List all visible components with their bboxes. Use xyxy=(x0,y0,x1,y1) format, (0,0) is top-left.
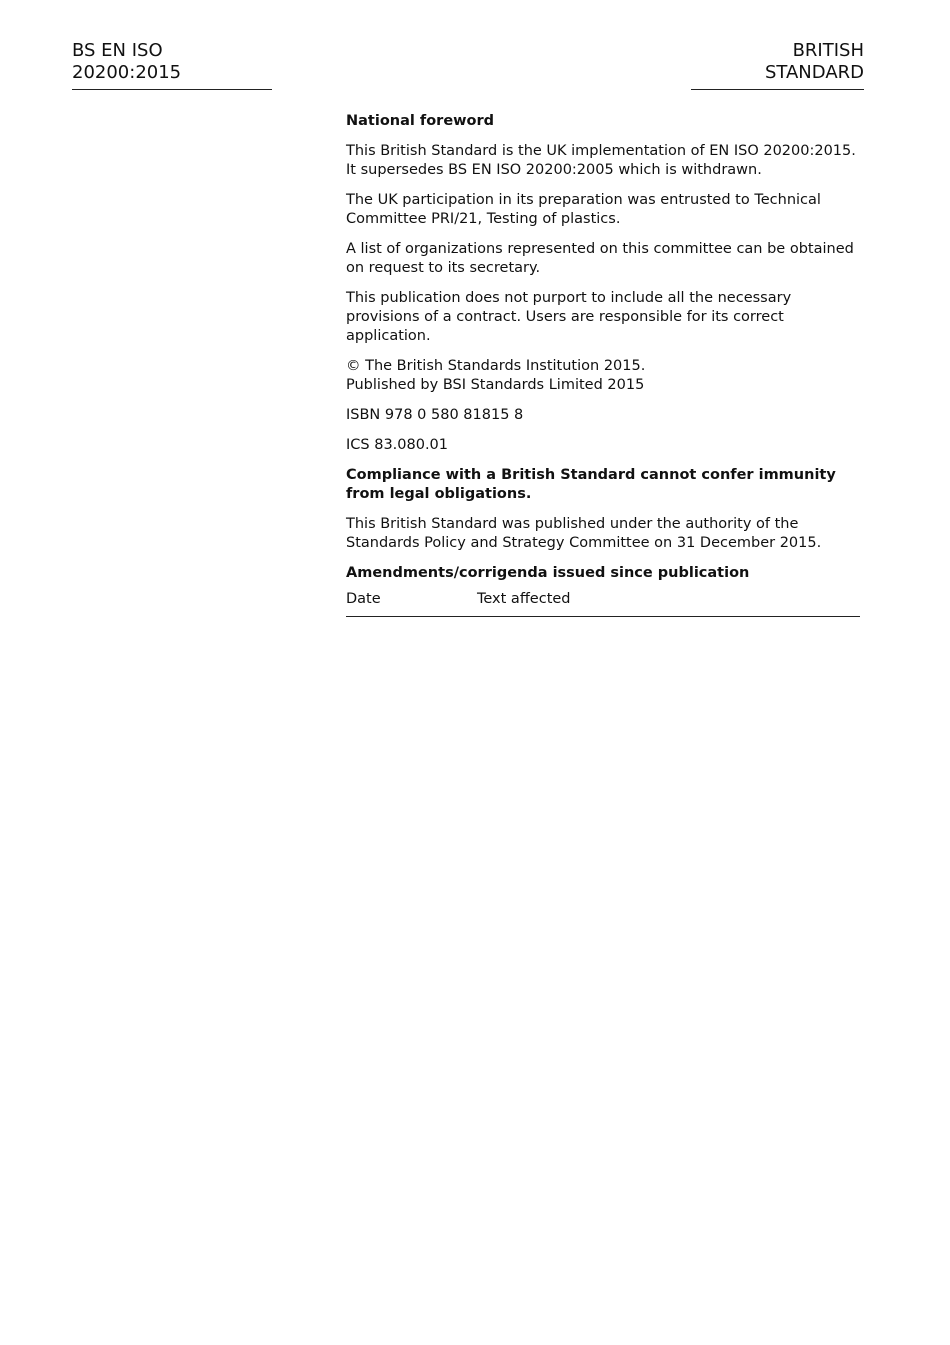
foreword-paragraph-organizations: A list of organizations represented on this committee can be obtained on request to its secretary. xyxy=(346,241,854,276)
amendments-date-column-header: Date xyxy=(346,591,381,607)
implementation-line: This British Standard is the UK implementation of EN ISO 20200:2015. xyxy=(346,143,856,159)
isbn-number: ISBN 978 0 580 81815 8 xyxy=(346,407,524,423)
national-foreword xyxy=(346,112,862,617)
foreword-paragraph-implementation xyxy=(346,142,862,180)
ics-code: ICS 83.080.01 xyxy=(346,437,449,453)
compliance-statement: Compliance with a British Standard cannot confer immunity from legal obligations. xyxy=(346,467,836,502)
supersedes-line: It supersedes BS EN ISO 20200:2005 which is withdrawn. xyxy=(346,162,762,178)
copyright-line: © The British Standards Institution 2015. xyxy=(346,358,646,374)
foreword-paragraph-committee: The UK participation in its preparation was entrusted to Technical Committee PRI/21, Testing of plastics. xyxy=(346,192,821,227)
publisher-line: Published by BSI Standards Limited 2015 xyxy=(346,377,645,393)
document-number-header: BS EN ISO 20200:2015 xyxy=(72,40,272,90)
amendments-text-column-header: Text affected xyxy=(477,591,571,607)
copyright-notice xyxy=(346,357,862,395)
foreword-title: National foreword xyxy=(346,113,495,129)
foreword-paragraph-contract: This publication does not purport to include all the necessary provisions of a contract. Users are responsible for its correct application. xyxy=(346,290,792,344)
authority-statement: This British Standard was published under the authority of the Standards Policy and Strategy Committee on 31 December 2015. xyxy=(346,516,822,551)
british-standard-header: BRITISH STANDARD xyxy=(691,40,864,90)
amendments-title: Amendments/corrigenda issued since publication xyxy=(346,565,750,581)
amendments-table xyxy=(346,590,860,617)
